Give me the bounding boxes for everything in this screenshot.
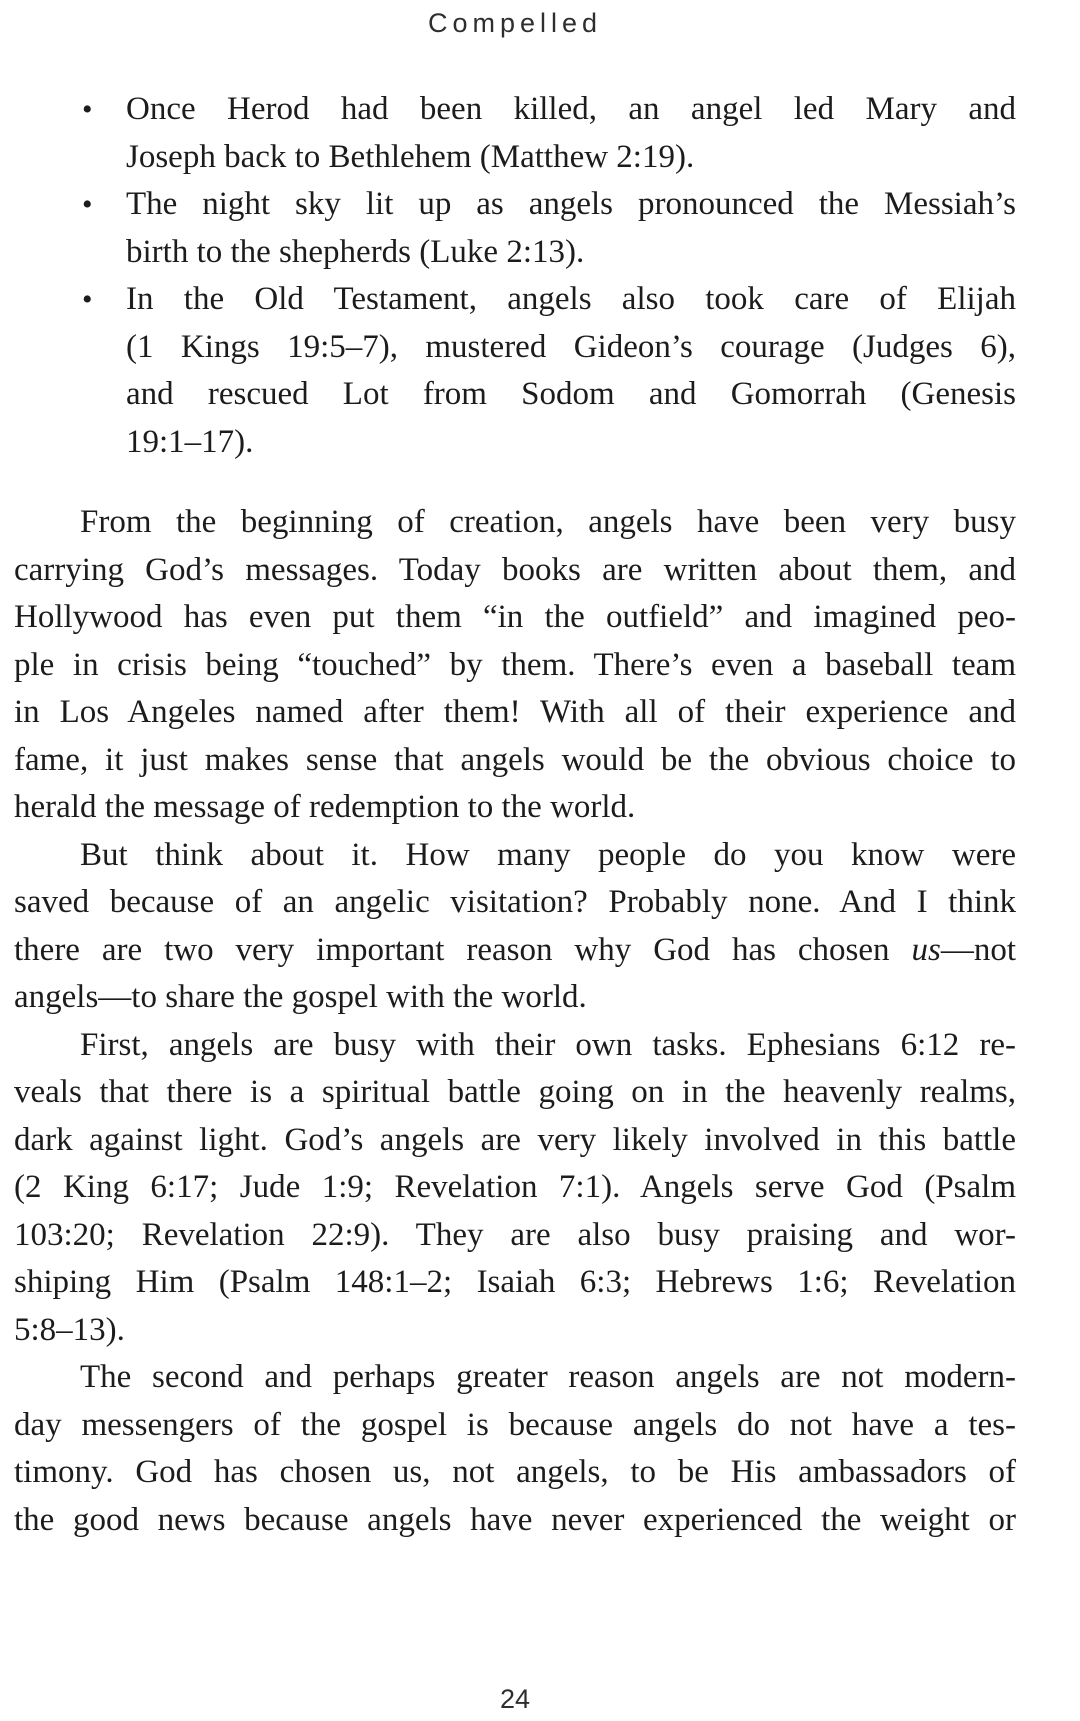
text-line: dark against light. God’s angels are very likely involved in this battle — [14, 1121, 1016, 1158]
bullet-icon: • — [82, 93, 93, 126]
body-text — [14, 499, 1016, 1544]
text-line: (2 King 6:17; Jude 1:9; Revelation 7:1). Angels serve God (Psalm — [14, 1169, 1016, 1205]
text-line: and rescued Lot from Sodom and Gomorrah (Genesis — [126, 376, 1016, 412]
text-line: fame, it just makes sense that angels would be the obvious choice to — [14, 741, 1016, 778]
emphasized-word: us — [911, 931, 941, 968]
paragraph — [14, 1022, 1016, 1355]
text-line: But think about it. How many people do you know were — [80, 836, 1016, 873]
text-line: The night sky lit up as angels pronounced the Messiah’s — [126, 186, 1016, 222]
list-item — [14, 86, 1016, 181]
text-line — [14, 927, 1016, 975]
text-line: In the Old Testament, angels also took care of Elijah — [126, 281, 1016, 317]
bullet-list — [14, 86, 1016, 466]
text-line: carrying God’s messages. Today books are written about them, and — [14, 551, 1016, 588]
text-line: Once Herod had been killed, an angel led Mary and — [126, 91, 1016, 127]
text-line: herald the message of redemption to the world. — [14, 789, 636, 825]
text-line: birth to the shepherds (Luke 2:13). — [126, 233, 585, 270]
text-segment: —not — [940, 931, 1016, 968]
text-line: Hollywood has even put them “in the outfield” and imagined peo- — [14, 599, 1016, 635]
text-line: The second and perhaps greater reason angels are not modern- — [80, 1359, 1016, 1395]
bullet-icon: • — [82, 188, 93, 221]
text-line: veals that there is a spiritual battle going on in the heavenly realms, — [14, 1074, 1016, 1110]
text-line: ple in crisis being “touched” by them. There’s even a baseball team — [14, 646, 1016, 683]
text-line: in Los Angeles named after them! With all of their experience and — [14, 694, 1016, 730]
text-line: From the beginning of creation, angels have been very busy — [80, 504, 1016, 540]
list-item — [14, 276, 1016, 466]
text-line: First, angels are busy with their own tasks. Ephesians 6:12 re- — [80, 1026, 1016, 1063]
text-line: 5:8–13). — [14, 1311, 125, 1348]
page-content — [14, 0, 1016, 1544]
page-number: 24 — [499, 1684, 531, 1714]
text-segment: there are two very important reason why God has chosen — [14, 931, 912, 968]
text-line: Joseph back to Bethlehem (Matthew 2:19). — [126, 138, 695, 175]
text-line: timony. God has chosen us, not angels, to be His ambassadors of — [14, 1454, 1016, 1490]
text-line: angels—to share the gospel with the world. — [14, 979, 587, 1015]
text-line: (1 Kings 19:5–7), mustered Gideon’s courage (Judges 6), — [126, 328, 1016, 365]
text-line: 103:20; Revelation 22:9). They are also busy praising and wor- — [14, 1216, 1016, 1253]
list-item — [14, 181, 1016, 276]
bullet-icon: • — [82, 283, 93, 316]
text-line: 19:1–17). — [126, 423, 254, 460]
text-line: shiping Him (Psalm 148:1–2; Isaiah 6:3; Hebrews 1:6; Revelation — [14, 1264, 1016, 1300]
text-line: saved because of an angelic visitation? Probably none. And I think — [14, 884, 1016, 920]
paragraph — [14, 1354, 1016, 1544]
text-line: day messengers of the gospel is because angels do not have a tes- — [14, 1406, 1016, 1443]
paragraph — [14, 499, 1016, 832]
running-header: Compelled — [427, 8, 603, 38]
paragraph — [14, 832, 1016, 1022]
text-line: the good news because angels have never experienced the weight or — [14, 1501, 1016, 1538]
